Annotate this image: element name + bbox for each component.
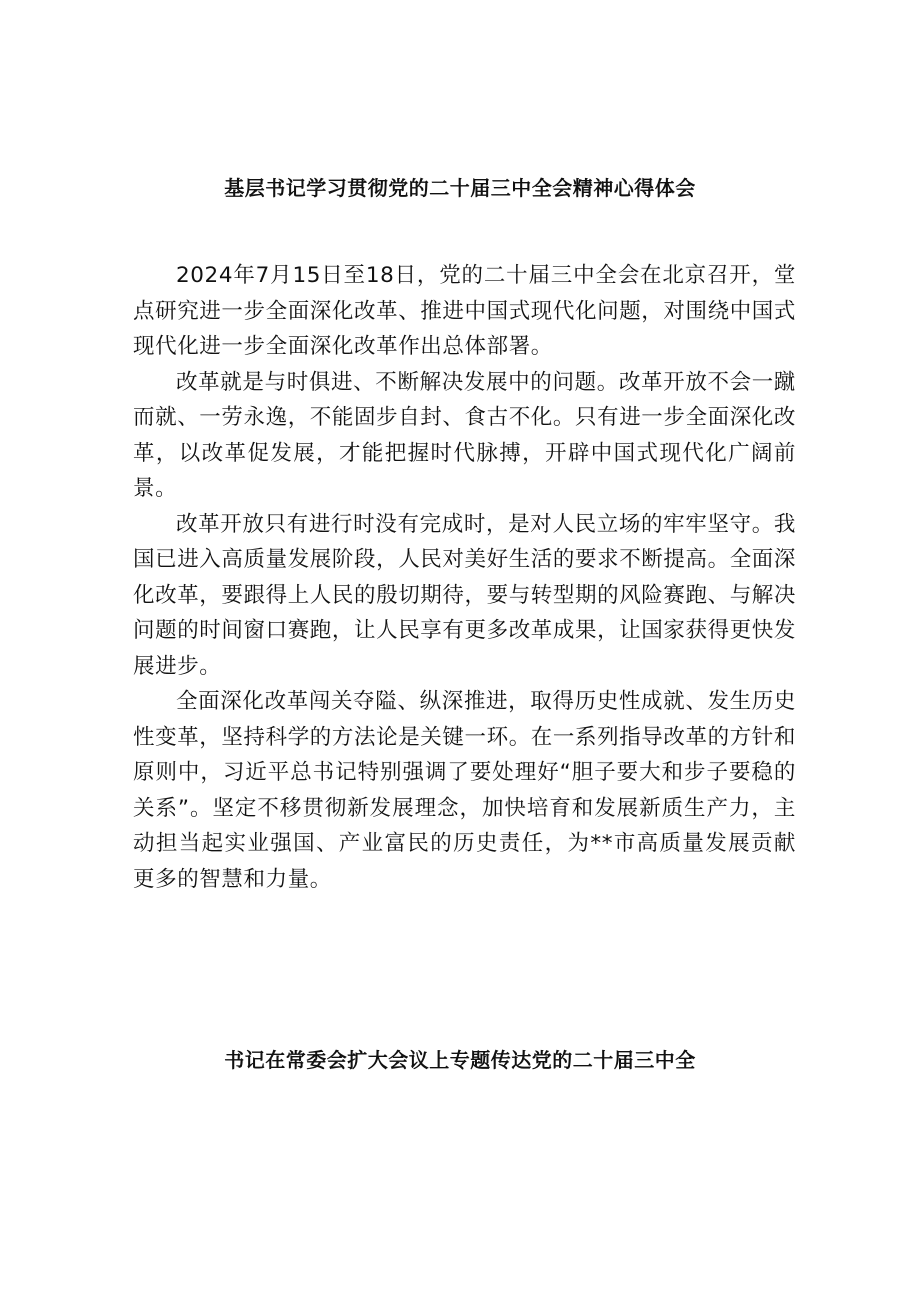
next-section-title: 书记在常委会扩大会议上专题传达党的二十届三中全 [224,1048,696,1072]
document-body [133,258,796,897]
paragraph-4: 全面深化改革闯关夺隘、纵深推进，取得历史性成就、发生历史性变革，坚持科学的方法论是关键一环。在一系列指导改革的方针和原则中，习近平总书记特别强调了要处理好“胆子要大和步子要稳的关系”。坚定不移贯彻新发展理念，加快培育和发展新质生产力，主动担当起实业强国、产业富民的历史责任，为**市高质量发展贡献更多的智慧和力量。 [133,689,797,892]
paragraph-1: 2024年7月15日至18日，党的二十届三中全会在北京召开，堂点研究进一步全面深化改革、推进中国式现代化问题，对围绕中国式现代化进一步全面深化改革作出总体部署。 [133,263,797,359]
paragraph-2: 改革就是与时俱进、不断解决发展中的问题。改革开放不会一蹴而就、一劳永逸，不能固步自封、食古不化。只有进一步全面深化改革，以改革促发展，才能把握时代脉搏，开辟中国式现代化广阔前景。 [133,369,797,501]
paragraph-3: 改革开放只有进行时没有完成时，是对人民立场的牢牢坚守。我国已进入高质量发展阶段，人民对美好生活的要求不断提高。全面深化改革，要跟得上人民的殷切期待，要与转型期的风险赛跑、与解决问题的时间窗口赛跑，让人民享有更多改革成果，让国家获得更快发展进步。 [133,511,797,679]
document-title: 基层书记学习贯彻党的二十届三中全会精神心得体会 [224,176,696,200]
